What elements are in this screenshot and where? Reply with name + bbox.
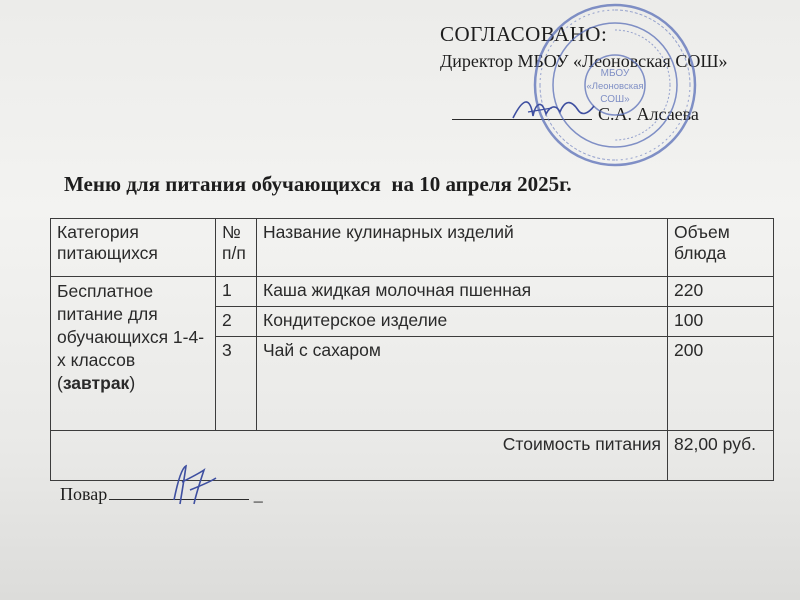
director-signature [508, 88, 598, 128]
dish-name: Чай с сахаром [257, 337, 668, 431]
meal-open-paren: ( [57, 373, 63, 393]
table-row [51, 277, 774, 307]
meal-close-paren: ) [129, 373, 136, 393]
stamp-line-3: СОШ» [600, 94, 630, 105]
stamp-line-1: МБОУ [600, 68, 630, 79]
total-row [51, 431, 774, 481]
official-stamp [530, 0, 700, 170]
portion-value: 200 [668, 337, 774, 431]
total-value: 82,00 руб. [668, 431, 774, 481]
total-label: Стоимость питания [51, 431, 668, 481]
cook-label: Повар [60, 484, 108, 504]
cook-signature [160, 460, 220, 510]
header-portion: Объем блюда [668, 219, 774, 277]
document-title: Меню для питания обучающихся на 10 апреля 2025г. [64, 172, 572, 196]
header-category: Категория питающихся [51, 219, 216, 277]
row-number: 1 [216, 277, 257, 307]
row-number: 3 [216, 337, 257, 431]
stamp-line-2: «Леоновская [586, 81, 644, 92]
category-text: Бесплатное питание для обучающихся 1-4-х классов [57, 281, 205, 370]
header-dish-name: Название кулинарных изделий [257, 219, 668, 277]
header-number: № п/п [216, 219, 257, 277]
cook-trailing: _ [253, 484, 263, 504]
meal-type: завтрак [62, 373, 130, 393]
director-name: С.А. Алсаева [598, 104, 699, 124]
row-number: 2 [216, 307, 257, 337]
table-header-row [51, 219, 774, 277]
portion-value: 100 [668, 307, 774, 337]
approval-title: СОГЛАСОВАНО: [440, 22, 608, 46]
dish-name: Кондитерское изделие [257, 307, 668, 337]
dish-name: Каша жидкая молочная пшенная [257, 277, 668, 307]
menu-table [50, 218, 774, 481]
approval-position: Директор МБОУ «Леоновская СОШ» [440, 51, 728, 71]
category-cell [51, 277, 216, 431]
portion-value: 220 [668, 277, 774, 307]
